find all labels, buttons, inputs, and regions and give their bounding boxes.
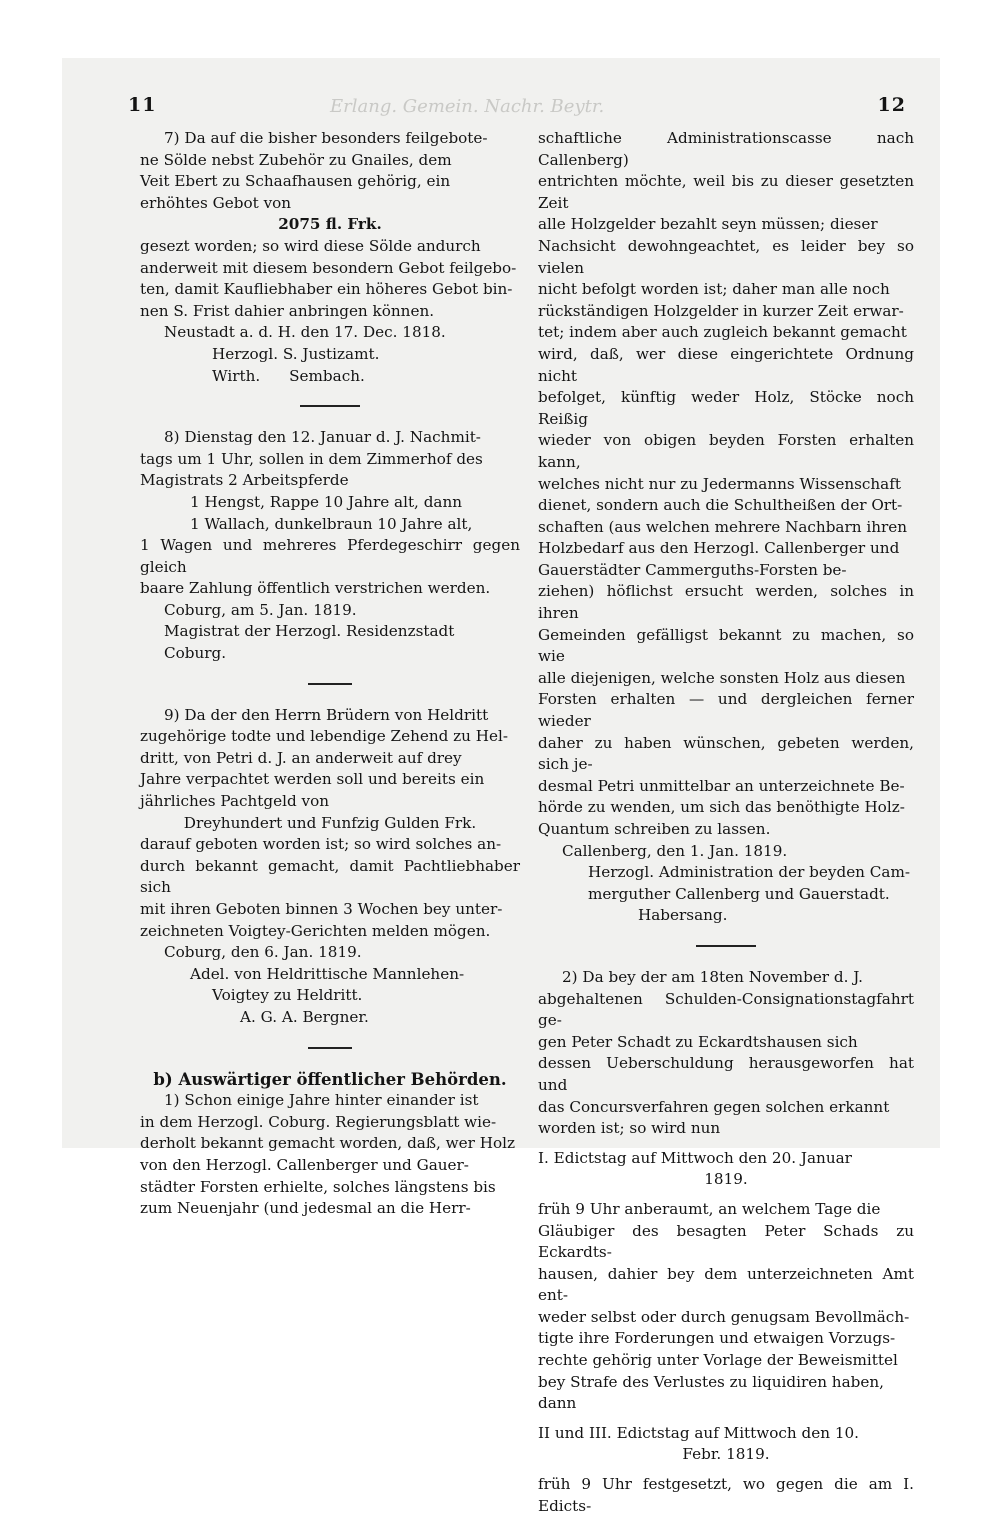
text-line: ziehen) höflichst ersucht werden, solches in ihren [538,582,914,623]
text-line: Veit Ebert zu Schaafhausen gehörig, ein [140,172,451,191]
right-page-number: 12 [877,94,906,116]
price-amount: 2075 fl. Frk. [278,215,382,234]
notice-b1-continued [538,128,914,927]
text-line: worden ist; so wird nun [538,1119,721,1138]
text-line: jährliches Pachtgeld von [140,792,330,811]
section-divider [300,405,360,407]
text-line: befolget, künftig weder Holz, Stöcke noch Reißig [538,388,914,428]
notice-b2 [538,967,914,1517]
issuing-authority-cont: Voigtey zu Heldritt. [212,986,363,1005]
text-line: darauf geboten worden ist; so wird solches an- [140,835,502,854]
text-line: Gläubiger des besagten Peter Schads zu Eckardts- [538,1221,914,1262]
text-line: wird, daß, wer diese eingerichtete Ordnung nicht [538,344,914,385]
notice-9 [140,705,520,1029]
text-line: gesezt worden; so wird diese Sölde andurch [140,236,481,255]
left-column [140,128,520,1220]
text-line: entrichten möchte, weil bis zu dieser gesetzten Zeit [538,172,914,212]
notice-b1 [140,1090,520,1220]
text-line: alle diejenigen, welche sonsten Holz aus diesen [538,668,906,687]
text-line: 9) Da der den Herrn Brüdern von Heldritt [164,705,489,724]
text-line: durch bekannt gemacht, damit Pachtliebhaber sich [140,856,520,897]
spacer [538,1140,914,1148]
text-line: zugehörige todte und lebendige Zehend zu Hel- [140,727,509,746]
text-line: schaften (aus welchen mehrere Nachbarn ihren [538,517,908,536]
text-line: nicht befolgt worden ist; daher man alle noch [538,280,890,299]
text-line: ten, damit Kaufliebhaber ein höheres Gebot bin- [140,280,513,299]
text-line: 7) Da auf die bisher besonders feilgebote- [164,129,488,147]
list-item: 1 Wallach, dunkelbraun 10 Jahre alt, [190,514,473,533]
text-line: Forsten erhalten — und dergleichen ferner wieder [538,690,914,731]
text-line: das Concursverfahren gegen solchen erkannt [538,1097,890,1116]
text-line: zum Neuenjahr (und jedesmal an die Herr- [140,1199,471,1218]
text-line: dann [538,1394,577,1413]
text-line: desmal Petri unmittelbar an unterzeichnete Be- [538,776,905,795]
place-date: Neustadt a. d. H. den 17. Dec. 1818. [164,323,446,342]
text-line: derholt bekannt gemacht worden, daß, wer Holz [140,1134,515,1153]
issuing-authority: Herzogl. Administration der beyden Cam- [588,863,911,882]
text-line: erhöhtes Gebot von [140,193,292,212]
place-date: Coburg, am 5. Jan. 1819. [164,600,357,619]
text-line: tigte ihre Forderungen und etwaigen Vorzugs- [538,1329,896,1348]
text-line: alle Holzgelder bezahlt seyn müssen; dieser [538,215,878,234]
text-line: bey Strafe des Verlustes zu liquidiren haben, [538,1372,884,1391]
text-line: tet; indem aber auch zugleich bekannt gemacht [538,323,907,342]
text-line: dienet, sondern auch die Schultheißen der Ort- [538,496,903,515]
text-line: früh 9 Uhr festgesetzt, wo gegen die am I. Edicts- [538,1475,914,1515]
issuing-authority: Herzogl. S. Justizamt. [212,344,380,363]
list-item: 1 Hengst, Rappe 10 Jahre alt, dann [190,492,463,511]
text-line: in dem Herzogl. Coburg. Regierungsblatt wie- [140,1112,497,1131]
notice-8 [140,427,520,665]
edict-date-line: I. Edictstag auf Mittwoch den 20. Januar [538,1148,852,1167]
section-divider [696,945,756,947]
running-head-bleedthrough: Erlang. Gemein. Nachr. Beytr. [330,96,605,117]
place-date: Callenberg, den 1. Jan. 1819. [562,841,788,860]
section-heading: b) Auswärtiger öffentlicher Behörden. [153,1069,507,1089]
text-line: 1) Schon einige Jahre hinter einander ist [164,1091,479,1110]
issuing-authority: Magistrat der Herzogl. Residenzstadt Coburg. [164,622,455,663]
text-line: früh 9 Uhr anberaumt, an welchem Tage die [538,1199,881,1218]
text-line: abgehaltenen Schulden-Consignationstagfahrt ge- [538,989,914,1030]
text-line: nen S. Frist dahier anbringen können. [140,301,435,320]
notice-7 [140,128,520,387]
text-line: Gauerstädter Cammerguths-Forsten be- [538,560,847,579]
issuing-authority: Adel. von Heldrittische Mannlehen- [190,964,465,983]
text-line: daher zu haben wünschen, gebeten werden, sich je- [538,733,914,774]
text-line: Holzbedarf aus den Herzogl. Callenberger und [538,539,900,558]
spacer [538,1466,914,1474]
text-line: wieder von obigen beyden Forsten erhalten kann, [538,431,914,471]
text-line: schaftliche Administrationscasse nach Callenberg) [538,129,914,169]
section-divider [308,1047,352,1049]
signatures: Wirth. Sembach. [212,366,365,385]
text-line: von den Herzogl. Callenberger und Gauer- [140,1155,469,1174]
text-line: städter Forsten erhielte, solches längstens bis [140,1177,496,1196]
text-line: weder selbst oder durch genugsam Bevollmäch- [538,1307,910,1326]
text-line: ne Sölde nebst Zubehör zu Gnailes, dem [140,150,452,169]
price-amount: Dreyhundert und Funfzig Gulden Frk. [183,813,477,832]
text-line: 1 Wagen und mehreres Pferdegeschirr gegen gleich [140,536,520,576]
place-date: Coburg, den 6. Jan. 1819. [164,943,362,962]
text-line: Jahre verpachtet werden soll und bereits ein [140,770,485,789]
text-line: zeichneten Voigtey-Gerichten melden mögen. [140,921,491,940]
text-line: rückständigen Holzgelder in kurzer Zeit erwar- [538,301,904,320]
text-line: baare Zahlung öffentlich verstrichen werden. [140,579,491,598]
text-line: 8) Dienstag den 12. Januar d. J. Nachmit- [164,428,481,447]
text-line: mit ihren Geboten binnen 3 Wochen bey unter- [140,900,503,918]
text-line: hörde zu wenden, um sich das benöthigte Holz- [538,798,905,817]
text-line: dessen Ueberschuldung herausgeworfen hat und [538,1054,914,1094]
issuing-authority-cont: merguther Callenberg und Gauerstadt. [588,884,890,903]
left-page-number: 11 [128,94,157,116]
text-line: 2) Da bey der am 18ten November d. J. [562,967,864,986]
text-line: anderweit mit diesem besondern Gebot feilgebo- [140,258,517,277]
text-line: welches nicht nur zu Jedermanns Wissenschaft [538,474,901,493]
text-line: Nachsicht dewohngeachtet, es leider bey so vielen [538,236,914,277]
text-line: Magistrats 2 Arbeitspferde [140,471,349,490]
spacer [538,1191,914,1199]
text-line: dritt, von Petri d. J. an anderweit auf drey [140,748,462,767]
text-line: tags um 1 Uhr, sollen in dem Zimmerhof des [140,449,483,468]
right-column [538,128,914,1517]
text-line: hausen, dahier bey dem unterzeichneten Amt ent- [538,1264,914,1305]
text-line: Quantum schreiben zu lassen. [538,820,771,838]
edict-date-year: 1819. [704,1170,748,1189]
spacer [538,1415,914,1423]
signature: A. G. A. Bergner. [240,1007,369,1026]
text-line: Gemeinden gefälligst bekannt zu machen, so wie [538,625,914,666]
text-line: rechte gehörig unter Vorlage der Beweismittel [538,1351,898,1370]
edict-date-year: Febr. 1819. [682,1445,770,1464]
edict-date-line: II und III. Edictstag auf Mittwoch den 10. [538,1423,859,1442]
text-line: gen Peter Schadt zu Eckardtshausen sich [538,1032,858,1051]
signature: Habersang. [638,906,728,925]
section-divider [308,683,352,685]
